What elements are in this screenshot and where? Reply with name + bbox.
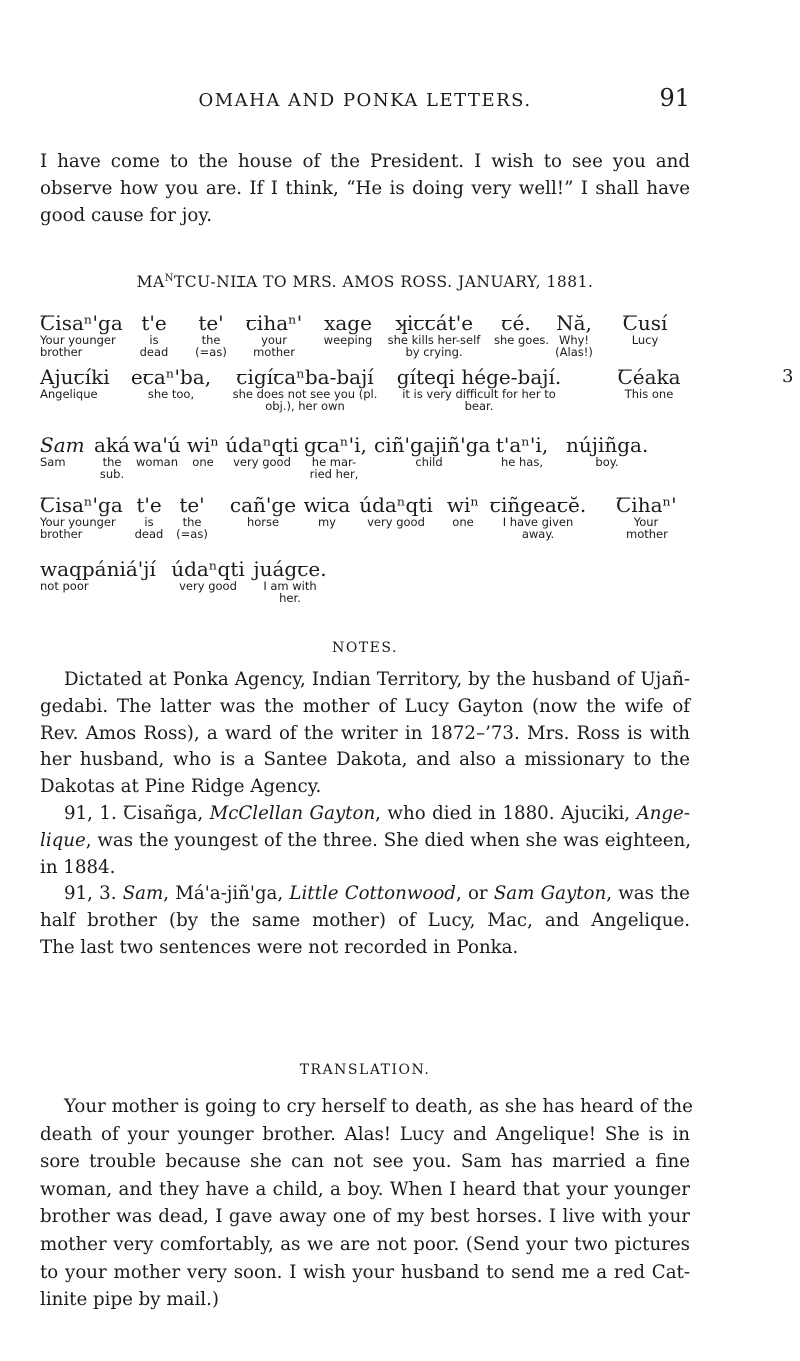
word-gloss: ꞇigíꞇaⁿba-bají she does not see you (pl. obj.), her own [232,365,378,413]
letter-heading-part2: TCU-NIꞮA TO MRS. AMOS ROSS. JANUARY, 1881. [173,273,594,291]
translation-line: sore trouble because she can not see you. Sam has married a fine [40,1151,690,1173]
translation-line: death of your younger brother. Alas! Lucy and Angelique! She is in [40,1123,690,1145]
notes-line: in 1884. [40,856,116,878]
word-gloss: ciñ'gajiñ'ga child [374,433,491,469]
translation-line: to your mother very soon. I wish your husband to send me a red Cat- [40,1261,690,1283]
notes-body [40,667,690,962]
word-gloss: eꞇaⁿ'ba, she too, [130,365,212,401]
word-gloss: Ꞇusí Lucy [622,311,668,347]
translation-line: Your mother is going to cry herself to death, as she has heard of the [64,1096,693,1117]
word-gloss: waqpániá'jí not poor [40,557,156,593]
word-gloss: gꞇaⁿ'i, he mar-ried her, [304,433,367,481]
intro-line: observe how you are. If I think, “He is doing very well!” I shall have [40,178,690,199]
notes-line: Dakotas at Pine Ridge Agency. [40,776,322,798]
intro-paragraph [40,148,690,229]
word-gloss: Nă, Why! (Alas!) [555,311,593,359]
word-gloss: t'e is dead [139,311,169,359]
word-gloss: Ꞇéaka This one [617,365,681,401]
word-gloss: údaⁿqti very good [171,557,245,593]
word-gloss: ꞇiñgeaꞇĕ. I have given away. [489,493,587,541]
word-gloss: juágꞇe. I am with her. [253,557,327,605]
word-gloss: gíteqi hége-bají. it is very difficult for her to bear. [396,365,562,413]
word-gloss: wiⁿ one [186,433,220,469]
word-gloss: te' the (=as) [176,493,208,541]
letter-heading [0,270,730,292]
word-gloss: ꞇé. she goes. [494,311,550,347]
notes-line: 91, 3. Sam, Má'a-jiñ'ga, Little Cottonwood, or Sam Gayton, was the [64,883,690,905]
translation-line: mother very comfortably, as we are not poor. (Send your two pictures [40,1233,690,1255]
word-gloss: cañ'ge horse [229,493,297,529]
notes-line: Rev. Amos Ross), a ward of the writer in 1872–’73. Mrs. Ross is with [40,722,690,744]
word-gloss: ꞇihaⁿ' your mother [245,311,303,359]
word-gloss: nújiñga. boy. [566,433,649,469]
letter-heading-sup: N [164,272,174,284]
notes-line: gedabi. The latter was the mother of Lucy Gayton (now the wife of [40,695,690,717]
word-gloss: aká the sub. [94,433,130,481]
word-gloss: t'aⁿ'i, he has, [495,433,549,469]
word-gloss: Sam Sam [40,433,85,469]
word-gloss: údaⁿqti very good [359,493,433,529]
word-gloss: Ꞇisaⁿ'ga Your younger brother [40,493,123,541]
translation-line: woman, and they have a child, a boy. When I heard that your younger [40,1178,690,1200]
translation-title: TRANSLATION. [299,1062,431,1078]
notes-line: The last two sentences were not recorded in Ponka. [40,936,519,958]
line-number: 3 [782,366,794,387]
intro-line: I have come to the house of the President. I wish to see you and [40,151,690,172]
notes-title: NOTES. [332,640,398,656]
word-gloss: xage weeping [323,311,373,347]
notes-line: lique, was the youngest of the three. She died when she was eighteen, [40,829,692,851]
word-gloss: wiꞇa my [303,493,351,529]
word-gloss: t'e is dead [134,493,164,541]
notes-line: Dictated at Ponka Agency, Indian Territory, by the husband of Ujañ- [64,669,690,690]
page-number: 91 [659,84,690,112]
word-gloss: te' the (=as) [195,311,227,359]
notes-line: her husband, who is a Santee Dakota, and also a missionary to the [40,749,690,771]
word-gloss: wa'ú woman [133,433,181,469]
word-gloss: wiⁿ one [446,493,480,529]
word-gloss: Ꞇihaⁿ' Your mother [616,493,677,541]
running-head-title: OMAHA AND PONKA LETTERS. [198,90,532,111]
notes-line: half brother (by the same mother) of Lucy, Mac, and Angelique. [40,910,690,932]
word-gloss: Ajuꞇíki Angelique [40,365,110,401]
notes-line: 91, 1. Ꞇisañga, McClellan Gayton, who died in 1880. Ajuꞇiki, Ange- [64,802,690,824]
translation-line: brother was dead, I gave away one of my best horses. I live with your [40,1206,690,1228]
letter-heading-part1: MA [136,273,165,291]
translation-body [40,1093,693,1314]
translation-line: linite pipe by mail.) [40,1289,219,1311]
word-gloss: údaⁿqti very good [225,433,299,469]
running-head [40,84,690,114]
word-gloss: Ꞇisaⁿ'ga Your younger brother [40,311,123,359]
intro-line: good cause for joy. [40,205,212,226]
word-gloss: ʞiꞇꞇát'e she kills her-self by crying. [387,311,481,359]
